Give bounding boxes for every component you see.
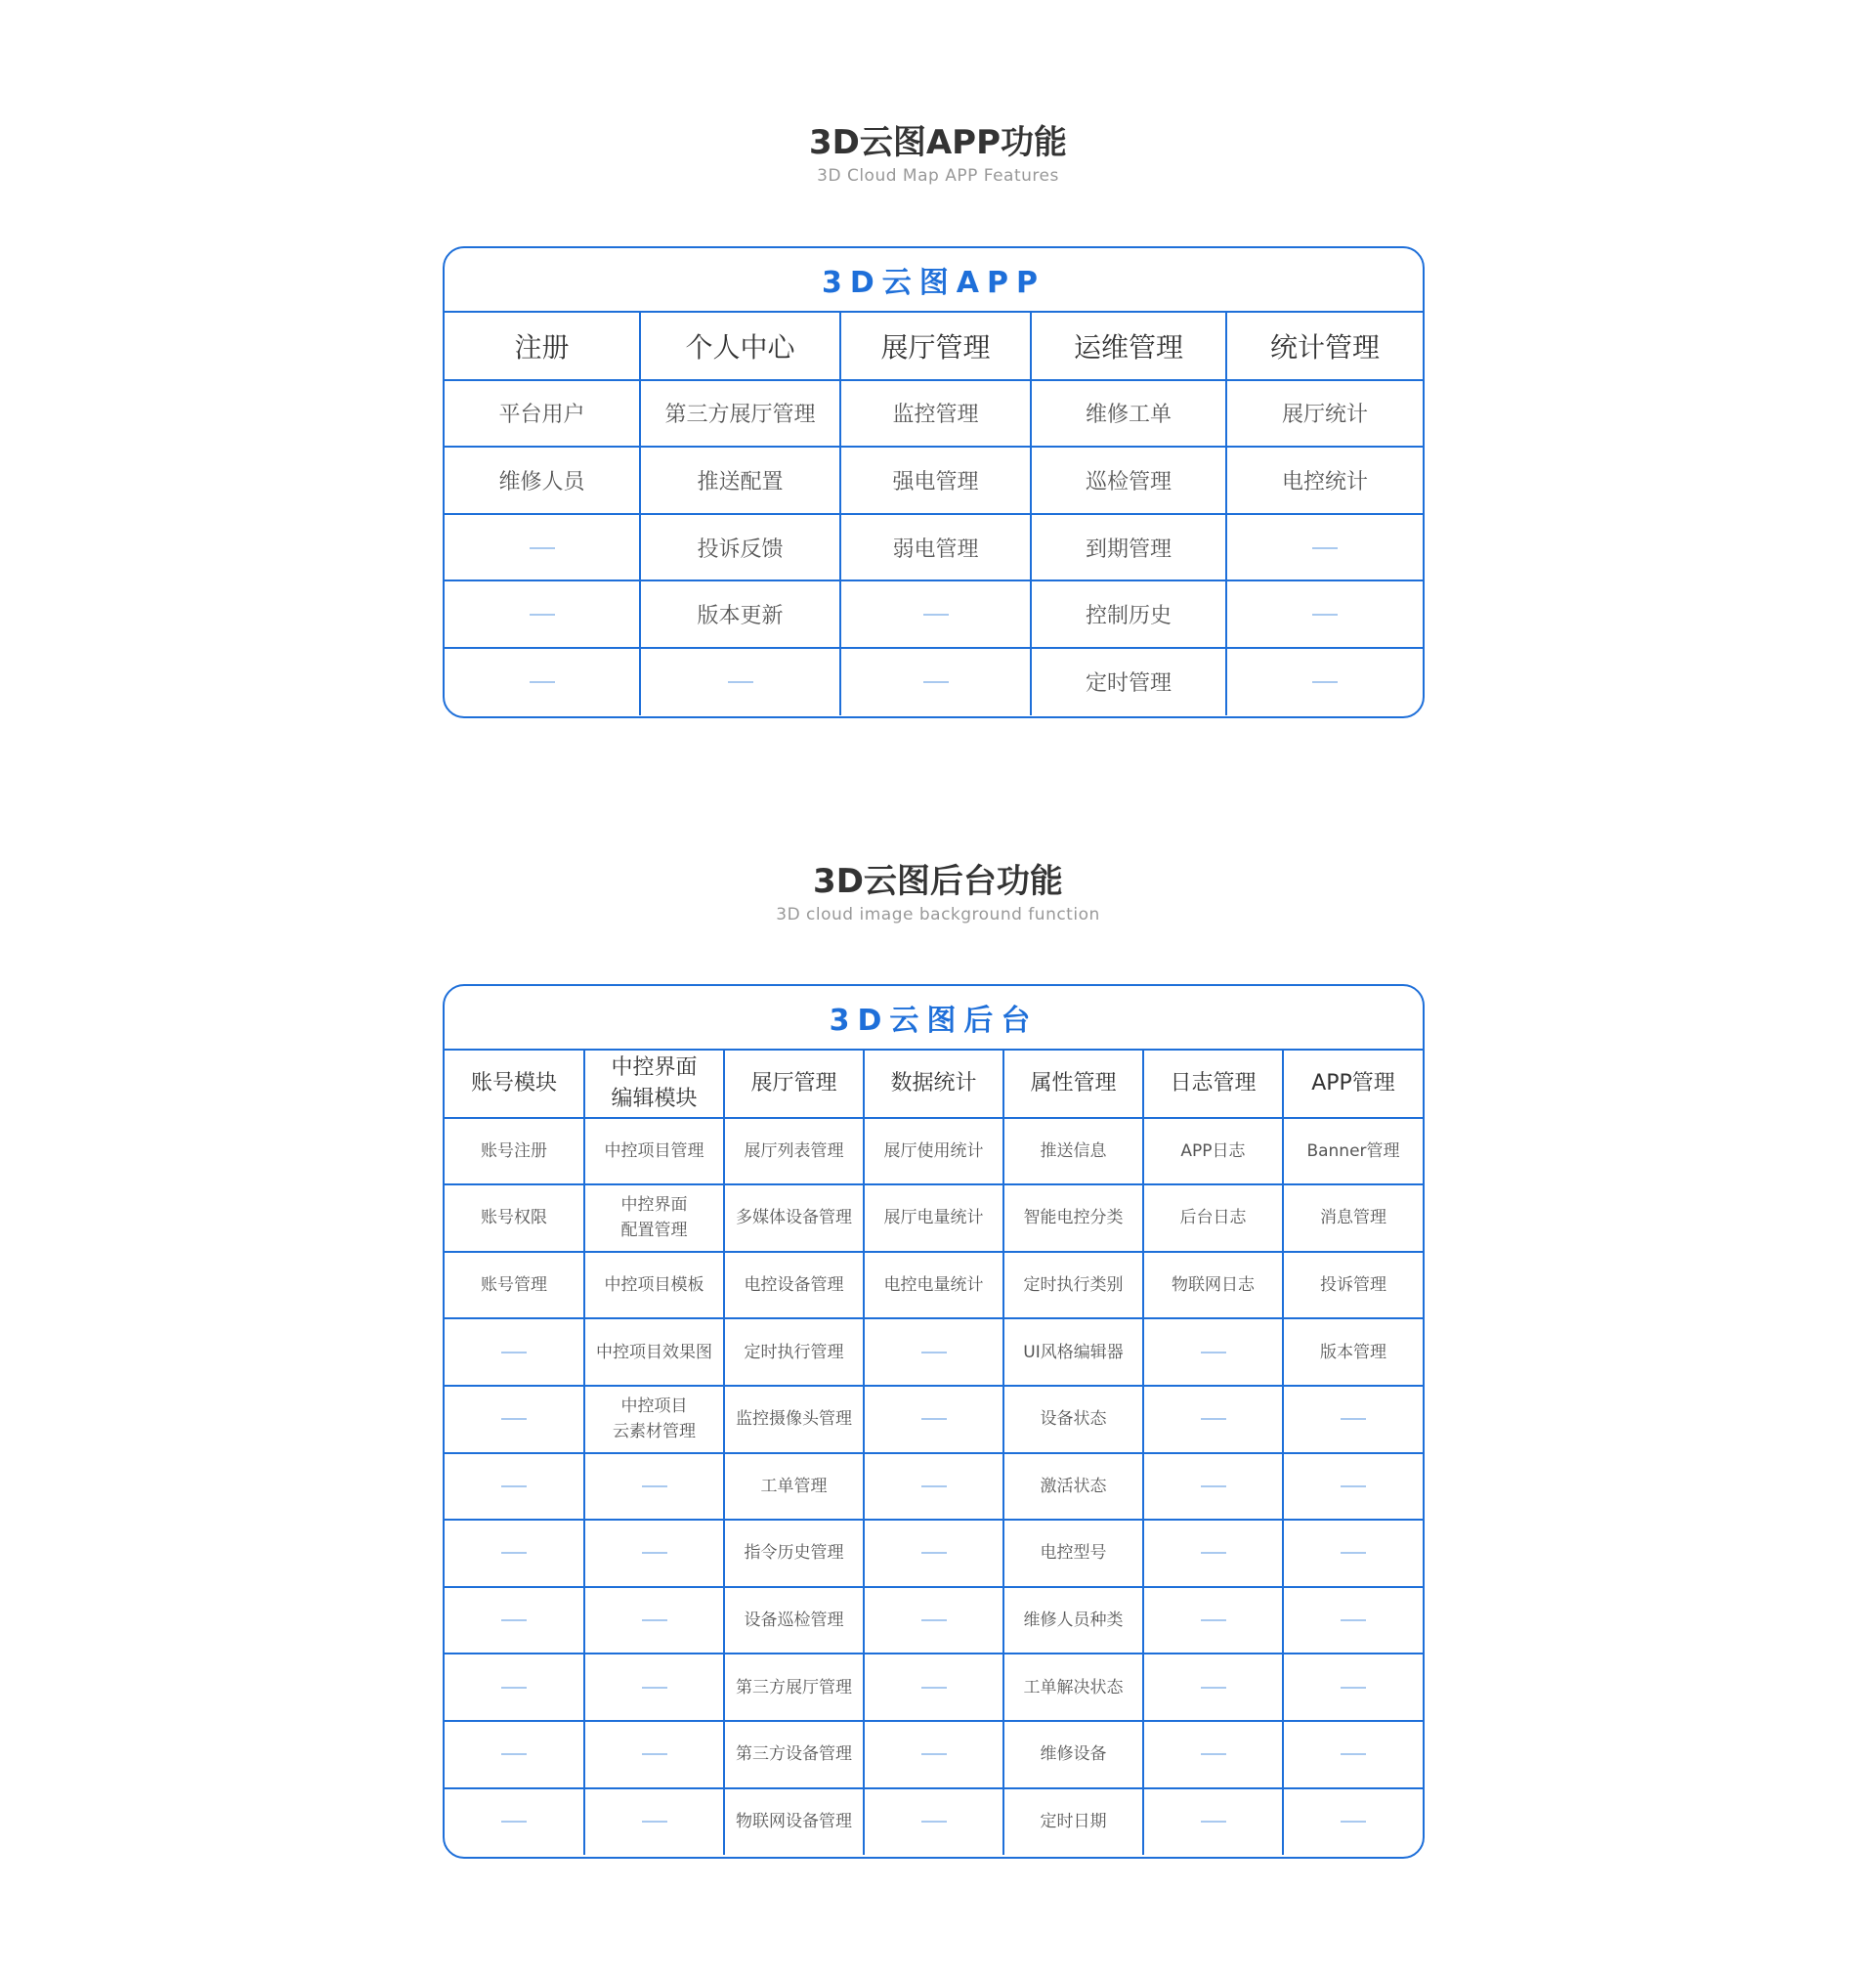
column-header-row bbox=[445, 313, 1423, 380]
column-header bbox=[1031, 313, 1226, 380]
table-cell bbox=[840, 648, 1031, 715]
column-header bbox=[1283, 1051, 1423, 1118]
empty-dash bbox=[1201, 1552, 1226, 1554]
table-cell bbox=[1143, 1453, 1283, 1521]
table-cell bbox=[445, 1318, 584, 1386]
empty-dash bbox=[921, 1821, 947, 1823]
table-cell bbox=[864, 1453, 1003, 1521]
empty-dash bbox=[1201, 1352, 1226, 1353]
empty-dash bbox=[501, 1619, 527, 1621]
empty-dash bbox=[1312, 614, 1338, 616]
column-header-label: 属性管理 bbox=[1030, 1070, 1117, 1095]
table-cell bbox=[584, 1184, 724, 1252]
cell-label: 弱电管理 bbox=[892, 537, 979, 562]
column-header bbox=[445, 313, 640, 380]
table-cell bbox=[864, 1721, 1003, 1788]
cell-label: 物联网设备管理 bbox=[736, 1812, 852, 1832]
empty-dash bbox=[1201, 1485, 1226, 1487]
cell-label: 中控项目 云素材管理 bbox=[613, 1396, 696, 1442]
table-cell bbox=[1283, 1453, 1423, 1521]
backend-section-title: 3D云图后台功能 bbox=[813, 862, 1063, 901]
table-row bbox=[445, 447, 1423, 514]
cell-label: 展厅统计 bbox=[1281, 403, 1368, 428]
table-cell bbox=[1226, 514, 1423, 581]
cell-label: 设备巡检管理 bbox=[744, 1611, 844, 1631]
cell-label: 定时执行管理 bbox=[744, 1342, 844, 1362]
cell-label: 消息管理 bbox=[1320, 1208, 1386, 1228]
table-cell bbox=[1143, 1184, 1283, 1252]
cell-label: 维修人员种类 bbox=[1023, 1611, 1124, 1631]
cell-label: Banner管理 bbox=[1306, 1140, 1400, 1161]
cell-label: 第三方展厅管理 bbox=[664, 403, 816, 428]
table-cell bbox=[840, 447, 1031, 514]
column-header-label: 日志管理 bbox=[1170, 1070, 1257, 1095]
cell-label: 监控管理 bbox=[892, 403, 979, 428]
cell-label: 中控项目效果图 bbox=[596, 1342, 712, 1362]
table-cell bbox=[1003, 1318, 1143, 1386]
empty-dash bbox=[642, 1753, 667, 1755]
table-cell bbox=[584, 1654, 724, 1721]
cell-label: 工单解决状态 bbox=[1023, 1677, 1124, 1697]
table-cell bbox=[584, 1721, 724, 1788]
table-cell bbox=[445, 1721, 584, 1788]
table-row bbox=[445, 1654, 1423, 1721]
table-cell bbox=[584, 1587, 724, 1654]
table-cell bbox=[1143, 1520, 1283, 1587]
cell-label: 版本管理 bbox=[1320, 1342, 1386, 1362]
cell-label: 版本更新 bbox=[697, 604, 784, 629]
cell-label: 控制历史 bbox=[1085, 604, 1172, 629]
table-cell bbox=[445, 1788, 584, 1856]
cell-label: 激活状态 bbox=[1040, 1476, 1107, 1496]
empty-dash bbox=[921, 1485, 947, 1487]
cell-label: 中控界面 配置管理 bbox=[620, 1195, 688, 1241]
table-cell bbox=[1143, 1318, 1283, 1386]
table-cell bbox=[864, 1184, 1003, 1252]
table-row bbox=[445, 1587, 1423, 1654]
cell-label: 账号权限 bbox=[481, 1208, 547, 1228]
table-cell bbox=[445, 580, 640, 648]
table-row bbox=[445, 1788, 1423, 1856]
empty-dash bbox=[1341, 1753, 1366, 1755]
column-header-label: 个人中心 bbox=[685, 330, 795, 364]
cell-label: 定时执行类别 bbox=[1023, 1275, 1124, 1296]
empty-dash bbox=[501, 1687, 527, 1689]
cell-label: 电控型号 bbox=[1040, 1543, 1107, 1564]
table-row bbox=[445, 1453, 1423, 1521]
table-cell bbox=[1283, 1184, 1423, 1252]
table-cell bbox=[584, 1118, 724, 1185]
table-cell bbox=[1003, 1721, 1143, 1788]
cell-label: UI风格编辑器 bbox=[1023, 1342, 1124, 1362]
table-cell bbox=[640, 648, 840, 715]
table-cell bbox=[864, 1386, 1003, 1453]
table-cell bbox=[584, 1386, 724, 1453]
table-cell bbox=[864, 1788, 1003, 1856]
table-cell bbox=[1143, 1721, 1283, 1788]
cell-label: 物联网日志 bbox=[1172, 1275, 1255, 1296]
table-cell bbox=[1143, 1587, 1283, 1654]
table-cell bbox=[1283, 1252, 1423, 1319]
empty-dash bbox=[501, 1418, 527, 1420]
table-cell bbox=[1031, 648, 1226, 715]
empty-dash bbox=[1201, 1619, 1226, 1621]
table-cell bbox=[864, 1587, 1003, 1654]
table-cell bbox=[724, 1453, 864, 1521]
empty-dash bbox=[642, 1821, 667, 1823]
cell-label: 电控电量统计 bbox=[883, 1275, 984, 1296]
table-cell bbox=[1003, 1386, 1143, 1453]
cell-label: 展厅电量统计 bbox=[883, 1208, 984, 1228]
cell-label: 推送信息 bbox=[1040, 1140, 1107, 1161]
table-cell bbox=[1283, 1386, 1423, 1453]
empty-dash bbox=[921, 1418, 947, 1420]
empty-dash bbox=[1341, 1552, 1366, 1554]
table-cell bbox=[640, 514, 840, 581]
empty-dash bbox=[1201, 1821, 1226, 1823]
column-header-label: 中控界面 编辑模块 bbox=[611, 1054, 698, 1111]
table-cell bbox=[864, 1520, 1003, 1587]
table-cell bbox=[1003, 1587, 1143, 1654]
table-cell bbox=[1283, 1520, 1423, 1587]
table-cell bbox=[724, 1654, 864, 1721]
cell-label: 电控统计 bbox=[1281, 469, 1368, 494]
table-row bbox=[445, 1386, 1423, 1453]
table-cell bbox=[640, 447, 840, 514]
table-cell bbox=[864, 1654, 1003, 1721]
table-cell bbox=[445, 1654, 584, 1721]
table-cell bbox=[724, 1587, 864, 1654]
empty-dash bbox=[921, 1352, 947, 1353]
table-cell bbox=[445, 447, 640, 514]
empty-dash bbox=[642, 1485, 667, 1487]
table-cell bbox=[445, 380, 640, 448]
table-cell bbox=[1003, 1118, 1143, 1185]
empty-dash bbox=[530, 681, 555, 683]
column-header-label: APP管理 bbox=[1311, 1070, 1395, 1095]
table-cell bbox=[445, 1520, 584, 1587]
table-cell bbox=[1226, 380, 1423, 448]
table-cell bbox=[1031, 580, 1226, 648]
empty-dash bbox=[923, 614, 949, 616]
column-header-row bbox=[445, 1051, 1423, 1118]
table-row bbox=[445, 514, 1423, 581]
table-cell bbox=[1283, 1587, 1423, 1654]
empty-dash bbox=[501, 1485, 527, 1487]
table-cell bbox=[1283, 1318, 1423, 1386]
empty-dash bbox=[642, 1687, 667, 1689]
column-header-label: 账号模块 bbox=[470, 1070, 557, 1095]
table-cell bbox=[445, 1453, 584, 1521]
backend-table-title: 3D云图后台 bbox=[445, 986, 1423, 1051]
table-row bbox=[445, 380, 1423, 448]
table-cell bbox=[584, 1318, 724, 1386]
empty-dash bbox=[1312, 681, 1338, 683]
cell-label: 展厅使用统计 bbox=[883, 1140, 984, 1161]
table-row bbox=[445, 1318, 1423, 1386]
empty-dash bbox=[501, 1821, 527, 1823]
table-cell bbox=[1283, 1118, 1423, 1185]
table-cell bbox=[840, 380, 1031, 448]
table-cell bbox=[724, 1318, 864, 1386]
table-cell bbox=[724, 1252, 864, 1319]
table-cell bbox=[640, 580, 840, 648]
table-cell bbox=[445, 1252, 584, 1319]
empty-dash bbox=[530, 547, 555, 549]
table-cell bbox=[584, 1520, 724, 1587]
column-header bbox=[864, 1051, 1003, 1118]
table-row bbox=[445, 1252, 1423, 1319]
table-cell bbox=[1003, 1654, 1143, 1721]
cell-label: 推送配置 bbox=[697, 469, 784, 494]
table-cell bbox=[1226, 447, 1423, 514]
column-header-label: 统计管理 bbox=[1269, 330, 1380, 364]
empty-dash bbox=[501, 1552, 527, 1554]
table-row bbox=[445, 1118, 1423, 1185]
table-cell bbox=[724, 1520, 864, 1587]
empty-dash bbox=[1341, 1418, 1366, 1420]
table-cell bbox=[584, 1788, 724, 1856]
cell-label: 巡检管理 bbox=[1085, 469, 1172, 494]
table-row bbox=[445, 1721, 1423, 1788]
column-header bbox=[840, 313, 1031, 380]
cell-label: APP日志 bbox=[1180, 1140, 1246, 1161]
cell-label: 维修设备 bbox=[1040, 1744, 1107, 1765]
column-header-label: 展厅管理 bbox=[880, 330, 991, 364]
table-cell bbox=[584, 1252, 724, 1319]
column-header bbox=[445, 1051, 584, 1118]
cell-label: 展厅列表管理 bbox=[744, 1140, 844, 1161]
empty-dash bbox=[921, 1552, 947, 1554]
table-cell bbox=[1003, 1184, 1143, 1252]
cell-label: 设备状态 bbox=[1040, 1409, 1107, 1430]
table-cell bbox=[1143, 1252, 1283, 1319]
column-header bbox=[640, 313, 840, 380]
table-cell bbox=[1031, 380, 1226, 448]
empty-dash bbox=[1201, 1687, 1226, 1689]
empty-dash bbox=[728, 681, 753, 683]
cell-label: 维修人员 bbox=[498, 469, 585, 494]
table-row bbox=[445, 580, 1423, 648]
cell-label: 投诉反馈 bbox=[697, 537, 784, 562]
table-cell bbox=[840, 580, 1031, 648]
cell-label: 第三方设备管理 bbox=[736, 1744, 852, 1765]
table-cell bbox=[864, 1118, 1003, 1185]
table-cell bbox=[584, 1453, 724, 1521]
table-cell bbox=[724, 1386, 864, 1453]
column-header-label: 展厅管理 bbox=[750, 1070, 837, 1095]
table-cell bbox=[724, 1721, 864, 1788]
cell-label: 后台日志 bbox=[1179, 1208, 1247, 1228]
app-feature-table bbox=[443, 246, 1425, 718]
table-cell bbox=[445, 1184, 584, 1252]
table-cell bbox=[1003, 1252, 1143, 1319]
table-cell bbox=[1283, 1654, 1423, 1721]
empty-dash bbox=[1341, 1821, 1366, 1823]
table-row bbox=[445, 1520, 1423, 1587]
app-table-title: 3D云图APP bbox=[445, 248, 1423, 313]
app-section-title: 3D云图APP功能 bbox=[808, 123, 1068, 162]
cell-label: 中控项目管理 bbox=[604, 1140, 704, 1161]
cell-label: 电控设备管理 bbox=[744, 1275, 844, 1296]
app-section-subtitle: 3D Cloud Map APP Features bbox=[817, 166, 1059, 186]
cell-label: 多媒体设备管理 bbox=[736, 1208, 852, 1228]
column-header bbox=[1226, 313, 1423, 380]
table-cell bbox=[1031, 514, 1226, 581]
cell-label: 账号管理 bbox=[481, 1275, 547, 1296]
cell-label: 账号注册 bbox=[481, 1140, 547, 1161]
table-cell bbox=[724, 1788, 864, 1856]
empty-dash bbox=[530, 614, 555, 616]
table-cell bbox=[724, 1184, 864, 1252]
cell-label: 平台用户 bbox=[498, 403, 585, 428]
column-header bbox=[584, 1051, 724, 1118]
empty-dash bbox=[1341, 1485, 1366, 1487]
cell-label: 智能电控分类 bbox=[1023, 1208, 1124, 1228]
cell-label: 投诉管理 bbox=[1320, 1275, 1386, 1296]
table-cell bbox=[864, 1252, 1003, 1319]
cell-label: 指令历史管理 bbox=[744, 1543, 844, 1564]
cell-label: 到期管理 bbox=[1085, 537, 1172, 562]
table-cell bbox=[1003, 1453, 1143, 1521]
empty-dash bbox=[921, 1753, 947, 1755]
column-header bbox=[1143, 1051, 1283, 1118]
column-header bbox=[1003, 1051, 1143, 1118]
table-cell bbox=[1283, 1788, 1423, 1856]
backend-feature-table bbox=[443, 984, 1425, 1859]
empty-dash bbox=[1201, 1418, 1226, 1420]
empty-dash bbox=[642, 1552, 667, 1554]
table-cell bbox=[445, 1587, 584, 1654]
empty-dash bbox=[1312, 547, 1338, 549]
cell-label: 监控摄像头管理 bbox=[736, 1409, 852, 1430]
table-cell bbox=[724, 1118, 864, 1185]
table-cell bbox=[445, 1118, 584, 1185]
column-header-label: 运维管理 bbox=[1073, 330, 1183, 364]
table-cell bbox=[840, 514, 1031, 581]
table-cell bbox=[1031, 447, 1226, 514]
table-cell bbox=[1143, 1118, 1283, 1185]
table-cell bbox=[1003, 1788, 1143, 1856]
cell-label: 工单管理 bbox=[760, 1476, 828, 1496]
empty-dash bbox=[1341, 1619, 1366, 1621]
cell-label: 第三方展厅管理 bbox=[736, 1677, 852, 1697]
table-cell bbox=[445, 514, 640, 581]
cell-label: 维修工单 bbox=[1085, 403, 1172, 428]
table-cell bbox=[1226, 580, 1423, 648]
column-header bbox=[724, 1051, 864, 1118]
cell-label: 强电管理 bbox=[892, 469, 979, 494]
column-header-label: 数据统计 bbox=[890, 1070, 977, 1095]
table-cell bbox=[445, 648, 640, 715]
backend-section-subtitle: 3D cloud image background function bbox=[776, 905, 1100, 924]
table-cell bbox=[864, 1318, 1003, 1386]
cell-label: 定时日期 bbox=[1040, 1812, 1107, 1832]
cell-label: 定时管理 bbox=[1085, 671, 1172, 697]
table-row bbox=[445, 1184, 1423, 1252]
cell-label: 中控项目模板 bbox=[604, 1275, 704, 1296]
empty-dash bbox=[921, 1687, 947, 1689]
table-cell bbox=[1143, 1654, 1283, 1721]
table-cell bbox=[445, 1386, 584, 1453]
table-cell bbox=[1003, 1520, 1143, 1587]
table-cell bbox=[1143, 1788, 1283, 1856]
empty-dash bbox=[501, 1352, 527, 1353]
empty-dash bbox=[923, 681, 949, 683]
table-cell bbox=[640, 380, 840, 448]
empty-dash bbox=[501, 1753, 527, 1755]
empty-dash bbox=[642, 1619, 667, 1621]
table-cell bbox=[1283, 1721, 1423, 1788]
column-header-label: 注册 bbox=[514, 330, 570, 364]
table-cell bbox=[1143, 1386, 1283, 1453]
empty-dash bbox=[1341, 1687, 1366, 1689]
empty-dash bbox=[1201, 1753, 1226, 1755]
table-cell bbox=[1226, 648, 1423, 715]
empty-dash bbox=[921, 1619, 947, 1621]
table-row bbox=[445, 648, 1423, 715]
